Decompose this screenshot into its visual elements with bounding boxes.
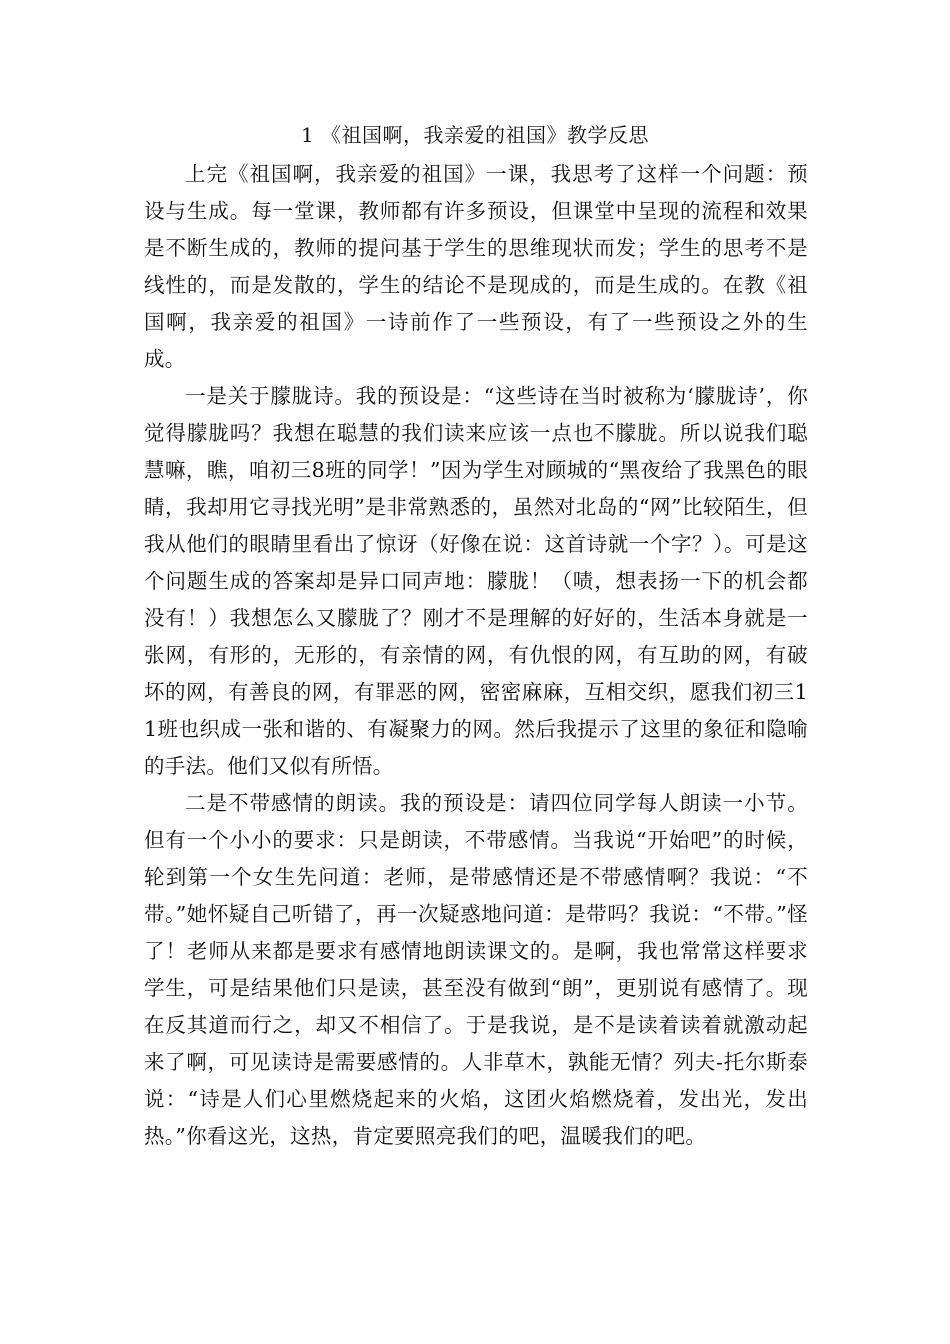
document-title: 1 《祖国啊，我亲爱的祖国》教学反思 [300,123,650,147]
paragraph-reading-without-emotion: 二是不带感情的朗读。我的预设是：请四位同学每人朗读一小节。但有一个小小的要求：只是朗读，不带感情。当我说“开始吧”的时候，轮到第一个女生先问道：老师，是带感情还是不带感情啊？我说：“不带。”她怀疑自己听错了，再一次疑惑地问道：是带吗？我说：“不带。”怪了！老师从来都是要求有感情地朗读课文的。是啊，我也常常这样要求学生，可是结果他们只是读，甚至没有做到“朗”，更别说有感情了。现在反其道而行之，却又不相信了。于是我说，是不是读着读着就激动起来了啊，可见读诗是需要感情的。人非草木，孰能无情？列夫-托尔斯泰说：“诗是人们心里燃烧起来的火焰，这团火焰燃烧着，发出光，发出热。”你看这光，这热，肯定要照亮我们的吧，温暖我们的吧。 [144,791,808,1148]
document-body [144,156,808,1155]
paragraph-misty-poetry: 一是关于朦胧诗。我的预设是：“这些诗在当时被称为‘朦胧诗’，你觉得朦胧吗？我想在聪慧的我们读来应该一点也不朦胧。所以说我们聪慧嘛，瞧，咱初三8班的同学！”因为学生对顾城的“黑夜给了我黑色的眼睛，我却用它寻找光明”是非常熟悉的，虽然对北岛的“网”比较陌生，但我从他们的眼睛里看出了惊讶（好像在说：这首诗就一个字？）。可是这个问题生成的答案却是异口同声地：朦胧！（啧，想表扬一下的机会都没有！）我想怎么又朦胧了？刚才不是理解的好好的，生活本身就是一张网，有形的，无形的，有亲情的网，有仇恨的网，有互助的网，有破坏的网，有善良的网，有罪恶的网，密密麻麻，互相交织，愿我们初三11班也织成一张和谐的、有凝聚力的网。然后我提示了这里的象征和隐喻的手法。他们又似有所悟。 [144,384,808,778]
paragraph-intro: 上完《祖国啊，我亲爱的祖国》一课，我思考了这样一个问题：预设与生成。每一堂课，教师都有许多预设，但课堂中呈现的流程和效果是不断生成的，教师的提问基于学生的思维现状而发；学生的思考不是线性的，而是发散的，学生的结论不是现成的，而是生成的。在教《祖国啊，我亲爱的祖国》一诗前作了一些预设，有了一些预设之外的生成。 [144,162,808,371]
